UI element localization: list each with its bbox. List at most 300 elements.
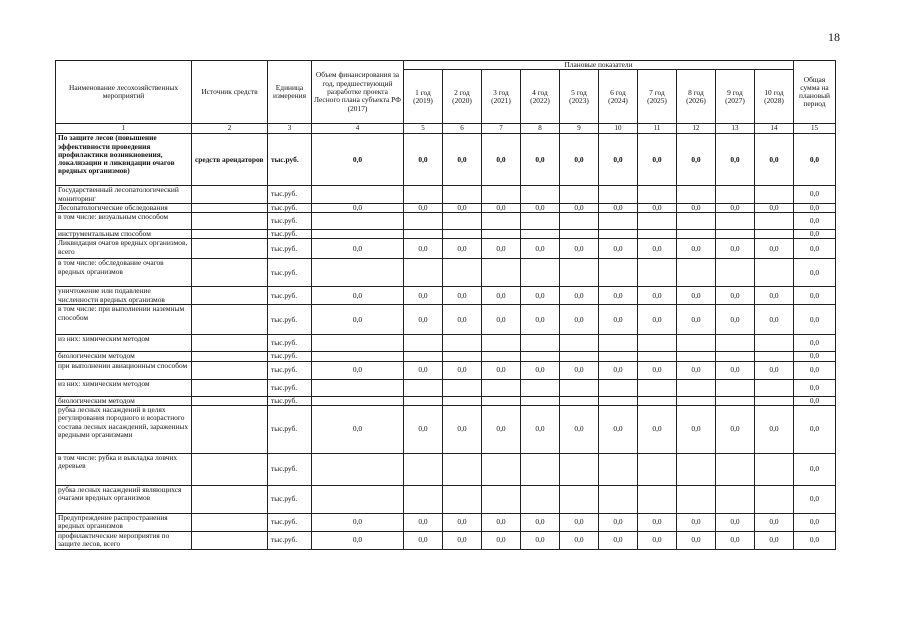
year-value: 0,0	[599, 239, 638, 259]
funding-source	[192, 239, 268, 259]
header-year: 2 год (2020)	[443, 70, 482, 124]
year-value: 0,0	[716, 287, 755, 305]
year-value: 0,0	[404, 405, 443, 453]
base-year-value	[312, 186, 404, 204]
year-value: 0,0	[521, 134, 560, 186]
year-value: 0,0	[638, 513, 677, 531]
year-value	[716, 352, 755, 361]
table-row	[56, 485, 836, 513]
year-value	[599, 335, 638, 352]
year-value: 0,0	[599, 513, 638, 531]
column-number-row	[56, 124, 836, 134]
unit-cell: тыс.руб.	[268, 305, 312, 335]
year-value: 0,0	[404, 513, 443, 531]
activity-name: из них: химическим методом	[56, 335, 192, 352]
year-value	[521, 352, 560, 361]
year-value	[638, 485, 677, 513]
column-number: 14	[755, 124, 794, 134]
year-value: 0,0	[677, 134, 716, 186]
funding-source	[192, 230, 268, 239]
year-value: 0,0	[638, 405, 677, 453]
table-row	[56, 134, 836, 186]
year-value: 0,0	[521, 305, 560, 335]
year-value: 0,0	[521, 531, 560, 549]
year-value	[599, 352, 638, 361]
year-value: 0,0	[560, 531, 599, 549]
year-value	[404, 186, 443, 204]
unit-cell: тыс.руб.	[268, 396, 312, 405]
year-value	[677, 453, 716, 485]
header-total: Общая сумма на плановый период	[794, 61, 836, 124]
year-value: 0,0	[677, 405, 716, 453]
year-value	[716, 213, 755, 230]
unit-cell: тыс.руб.	[268, 186, 312, 204]
activity-name: в том числе: рубка и выкладка ловчих деревьев	[56, 453, 192, 485]
year-value: 0,0	[677, 203, 716, 212]
activity-name: профилактические мероприятия по защите лесов, всего	[56, 531, 192, 549]
activity-name: в том числе: при выполнении наземным способом	[56, 305, 192, 335]
unit-cell: тыс.руб.	[268, 405, 312, 453]
year-value	[560, 259, 599, 287]
year-value	[521, 396, 560, 405]
year-value: 0,0	[560, 305, 599, 335]
column-number: 7	[482, 124, 521, 134]
year-value: 0,0	[755, 305, 794, 335]
unit-cell: тыс.руб.	[268, 203, 312, 212]
year-value: 0,0	[404, 287, 443, 305]
year-value	[716, 335, 755, 352]
year-value	[443, 485, 482, 513]
total-value: 0,0	[794, 203, 836, 212]
year-value	[404, 230, 443, 239]
year-value	[755, 186, 794, 204]
column-number: 2	[192, 124, 268, 134]
funding-source	[192, 335, 268, 352]
column-number: 13	[716, 124, 755, 134]
total-value: 0,0	[794, 453, 836, 485]
year-value: 0,0	[677, 287, 716, 305]
funding-source	[192, 485, 268, 513]
year-value: 0,0	[638, 361, 677, 379]
year-value: 0,0	[599, 531, 638, 549]
unit-cell: тыс.руб.	[268, 230, 312, 239]
forest-protection-table	[55, 60, 836, 550]
header-year: 8 год (2026)	[677, 70, 716, 124]
year-value	[521, 259, 560, 287]
funding-source	[192, 453, 268, 485]
year-value	[443, 352, 482, 361]
funding-source	[192, 405, 268, 453]
year-value	[677, 186, 716, 204]
funding-source	[192, 352, 268, 361]
year-value: 0,0	[521, 513, 560, 531]
base-year-value	[312, 259, 404, 287]
year-value: 0,0	[482, 239, 521, 259]
year-value: 0,0	[755, 203, 794, 212]
year-value	[677, 485, 716, 513]
total-value: 0,0	[794, 396, 836, 405]
year-value: 0,0	[755, 361, 794, 379]
year-value: 0,0	[677, 305, 716, 335]
header-name: Наименование лесохозяйственных мероприятий	[56, 61, 192, 124]
activity-name: Лесопатологические обследования	[56, 203, 192, 212]
column-number: 1	[56, 124, 192, 134]
year-value: 0,0	[404, 239, 443, 259]
year-value	[638, 186, 677, 204]
year-value: 0,0	[404, 361, 443, 379]
base-year-value: 0,0	[312, 239, 404, 259]
year-value: 0,0	[443, 134, 482, 186]
base-year-value: 0,0	[312, 305, 404, 335]
year-value	[716, 186, 755, 204]
year-value	[638, 379, 677, 396]
total-value: 0,0	[794, 531, 836, 549]
year-value	[599, 485, 638, 513]
header-base-year: Объем финансирования за год, предшествующий разработке проекта Лесного плана субъекта РФ (2017)	[312, 61, 404, 124]
year-value: 0,0	[599, 305, 638, 335]
year-value	[521, 186, 560, 204]
year-value	[521, 453, 560, 485]
header-unit: Единица измерения	[268, 61, 312, 124]
base-year-value	[312, 335, 404, 352]
year-value	[677, 259, 716, 287]
total-value: 0,0	[794, 186, 836, 204]
base-year-value: 0,0	[312, 513, 404, 531]
year-value: 0,0	[599, 287, 638, 305]
year-value	[755, 335, 794, 352]
year-value	[599, 379, 638, 396]
year-value: 0,0	[482, 531, 521, 549]
year-value	[716, 453, 755, 485]
table-row	[56, 379, 836, 396]
year-value	[482, 335, 521, 352]
year-value	[443, 379, 482, 396]
year-value: 0,0	[677, 239, 716, 259]
year-value: 0,0	[677, 361, 716, 379]
year-value	[755, 379, 794, 396]
funding-source: средств арендаторов	[192, 134, 268, 186]
year-value: 0,0	[482, 203, 521, 212]
year-value: 0,0	[638, 134, 677, 186]
year-value: 0,0	[755, 239, 794, 259]
unit-cell: тыс.руб.	[268, 239, 312, 259]
year-value	[443, 396, 482, 405]
activity-name: биологическим методом	[56, 396, 192, 405]
year-value: 0,0	[755, 287, 794, 305]
year-value	[482, 186, 521, 204]
activity-name: биологическим методом	[56, 352, 192, 361]
year-value	[677, 379, 716, 396]
unit-cell: тыс.руб.	[268, 485, 312, 513]
year-value: 0,0	[443, 361, 482, 379]
year-value	[716, 396, 755, 405]
year-value	[404, 352, 443, 361]
unit-cell: тыс.руб.	[268, 335, 312, 352]
header-source: Источник средств	[192, 61, 268, 124]
year-value	[560, 396, 599, 405]
year-value	[638, 259, 677, 287]
year-value	[404, 259, 443, 287]
year-value: 0,0	[716, 239, 755, 259]
year-value: 0,0	[638, 239, 677, 259]
year-value	[638, 453, 677, 485]
year-value	[482, 259, 521, 287]
total-value: 0,0	[794, 352, 836, 361]
year-value: 0,0	[404, 531, 443, 549]
table-row	[56, 531, 836, 549]
unit-cell: тыс.руб.	[268, 134, 312, 186]
total-value: 0,0	[794, 485, 836, 513]
column-number: 5	[404, 124, 443, 134]
base-year-value: 0,0	[312, 405, 404, 453]
year-value	[482, 453, 521, 485]
base-year-value: 0,0	[312, 203, 404, 212]
activity-name: уничтожение или подавление численности вредных организмов	[56, 287, 192, 305]
year-value	[638, 352, 677, 361]
activity-name: По защите лесов (повышение эффективности проведения профилактики возникновения, локализации и ликвидации очагов вредных организмов)	[56, 134, 192, 186]
funding-source	[192, 203, 268, 212]
year-value	[638, 213, 677, 230]
year-value: 0,0	[638, 531, 677, 549]
column-number: 6	[443, 124, 482, 134]
year-value: 0,0	[521, 405, 560, 453]
year-value: 0,0	[443, 239, 482, 259]
year-value	[482, 213, 521, 230]
year-value	[677, 396, 716, 405]
year-value: 0,0	[677, 513, 716, 531]
activity-name: Предупреждение распространения вредных организмов	[56, 513, 192, 531]
year-value: 0,0	[560, 287, 599, 305]
year-value	[638, 335, 677, 352]
year-value: 0,0	[560, 405, 599, 453]
header-year: 10 год (2028)	[755, 70, 794, 124]
unit-cell: тыс.руб.	[268, 287, 312, 305]
year-value	[677, 352, 716, 361]
column-number: 4	[312, 124, 404, 134]
year-value	[560, 335, 599, 352]
year-value: 0,0	[716, 361, 755, 379]
year-value: 0,0	[443, 305, 482, 335]
year-value	[560, 230, 599, 239]
year-value	[560, 213, 599, 230]
year-value	[677, 213, 716, 230]
total-value: 0,0	[794, 361, 836, 379]
table-row	[56, 352, 836, 361]
table-row	[56, 396, 836, 405]
activity-name: Государственный лесопатологический мониторинг	[56, 186, 192, 204]
base-year-value	[312, 485, 404, 513]
year-value	[560, 485, 599, 513]
header-year: 9 год (2027)	[716, 70, 755, 124]
year-value	[638, 396, 677, 405]
total-value: 0,0	[794, 213, 836, 230]
year-value	[521, 213, 560, 230]
year-value: 0,0	[521, 239, 560, 259]
year-value: 0,0	[599, 203, 638, 212]
column-number: 8	[521, 124, 560, 134]
year-value	[755, 396, 794, 405]
unit-cell: тыс.руб.	[268, 352, 312, 361]
year-value	[482, 352, 521, 361]
year-value	[560, 379, 599, 396]
year-value	[404, 335, 443, 352]
total-value: 0,0	[794, 230, 836, 239]
year-value	[599, 396, 638, 405]
year-value	[716, 379, 755, 396]
year-value: 0,0	[638, 305, 677, 335]
unit-cell: тыс.руб.	[268, 213, 312, 230]
year-value: 0,0	[560, 513, 599, 531]
year-value: 0,0	[716, 134, 755, 186]
year-value: 0,0	[599, 361, 638, 379]
year-value	[755, 259, 794, 287]
year-value	[521, 379, 560, 396]
activity-name: инструментальным способом	[56, 230, 192, 239]
column-number: 9	[560, 124, 599, 134]
unit-cell: тыс.руб.	[268, 513, 312, 531]
year-value	[443, 335, 482, 352]
page-number: 18	[828, 30, 840, 44]
year-value: 0,0	[521, 361, 560, 379]
year-value: 0,0	[560, 203, 599, 212]
column-number: 10	[599, 124, 638, 134]
year-value	[404, 396, 443, 405]
year-value	[521, 230, 560, 239]
total-value: 0,0	[794, 379, 836, 396]
funding-source	[192, 186, 268, 204]
year-value	[443, 186, 482, 204]
column-number: 11	[638, 124, 677, 134]
table-row	[56, 259, 836, 287]
total-value: 0,0	[794, 305, 836, 335]
year-value: 0,0	[677, 531, 716, 549]
base-year-value	[312, 213, 404, 230]
year-value: 0,0	[404, 134, 443, 186]
base-year-value	[312, 379, 404, 396]
year-value: 0,0	[755, 513, 794, 531]
year-value: 0,0	[716, 405, 755, 453]
activity-name: в том числе: визуальным способом	[56, 213, 192, 230]
activity-name: в том числе: обследование очагов вредных организмов	[56, 259, 192, 287]
table-row	[56, 361, 836, 379]
activity-name: рубка лесных насаждений в целях регулирования породного и возрастного состава лесных насаждений, зараженных вредными организмами	[56, 405, 192, 453]
year-value	[755, 485, 794, 513]
year-value	[443, 213, 482, 230]
column-number: 15	[794, 124, 836, 134]
year-value: 0,0	[443, 405, 482, 453]
header-year: 1 год (2019)	[404, 70, 443, 124]
year-value: 0,0	[560, 239, 599, 259]
total-value: 0,0	[794, 239, 836, 259]
total-value: 0,0	[794, 335, 836, 352]
year-value	[755, 453, 794, 485]
funding-source	[192, 396, 268, 405]
year-value	[677, 230, 716, 239]
funding-source	[192, 513, 268, 531]
year-value: 0,0	[521, 287, 560, 305]
year-value	[560, 352, 599, 361]
base-year-value	[312, 352, 404, 361]
table-row	[56, 287, 836, 305]
year-value: 0,0	[638, 203, 677, 212]
header-year: 7 год (2025)	[638, 70, 677, 124]
table-row	[56, 513, 836, 531]
year-value: 0,0	[716, 203, 755, 212]
year-value: 0,0	[599, 134, 638, 186]
year-value	[755, 352, 794, 361]
year-value	[599, 186, 638, 204]
year-value: 0,0	[443, 513, 482, 531]
table-row	[56, 203, 836, 212]
year-value: 0,0	[638, 287, 677, 305]
total-value: 0,0	[794, 134, 836, 186]
total-value: 0,0	[794, 405, 836, 453]
year-value	[404, 453, 443, 485]
year-value: 0,0	[482, 361, 521, 379]
year-value	[560, 186, 599, 204]
year-value: 0,0	[755, 531, 794, 549]
year-value: 0,0	[560, 134, 599, 186]
header-year: 5 год (2023)	[560, 70, 599, 124]
header-year: 6 год (2024)	[599, 70, 638, 124]
year-value: 0,0	[482, 287, 521, 305]
year-value	[443, 230, 482, 239]
funding-source	[192, 379, 268, 396]
year-value	[443, 259, 482, 287]
funding-source	[192, 361, 268, 379]
year-value: 0,0	[482, 513, 521, 531]
year-value	[443, 453, 482, 485]
year-value	[521, 485, 560, 513]
unit-cell: тыс.руб.	[268, 531, 312, 549]
total-value: 0,0	[794, 287, 836, 305]
year-value	[404, 379, 443, 396]
activity-name: при выполнении авиационным способом	[56, 361, 192, 379]
year-value: 0,0	[482, 405, 521, 453]
unit-cell: тыс.руб.	[268, 453, 312, 485]
base-year-value	[312, 453, 404, 485]
table-row	[56, 305, 836, 335]
year-value: 0,0	[404, 203, 443, 212]
year-value	[677, 335, 716, 352]
funding-source	[192, 305, 268, 335]
table-row	[56, 239, 836, 259]
year-value: 0,0	[443, 531, 482, 549]
year-value	[599, 213, 638, 230]
year-value	[755, 230, 794, 239]
year-value	[521, 335, 560, 352]
unit-cell: тыс.руб.	[268, 361, 312, 379]
base-year-value	[312, 230, 404, 239]
unit-cell: тыс.руб.	[268, 379, 312, 396]
base-year-value: 0,0	[312, 361, 404, 379]
base-year-value: 0,0	[312, 134, 404, 186]
table-row	[56, 230, 836, 239]
year-value: 0,0	[443, 287, 482, 305]
year-value	[716, 259, 755, 287]
funding-source	[192, 287, 268, 305]
table-row	[56, 213, 836, 230]
year-value: 0,0	[755, 134, 794, 186]
header-year: 4 год (2022)	[521, 70, 560, 124]
year-value	[716, 485, 755, 513]
base-year-value: 0,0	[312, 531, 404, 549]
year-value: 0,0	[560, 361, 599, 379]
year-value	[560, 453, 599, 485]
year-value	[482, 396, 521, 405]
year-value	[599, 230, 638, 239]
column-number: 3	[268, 124, 312, 134]
